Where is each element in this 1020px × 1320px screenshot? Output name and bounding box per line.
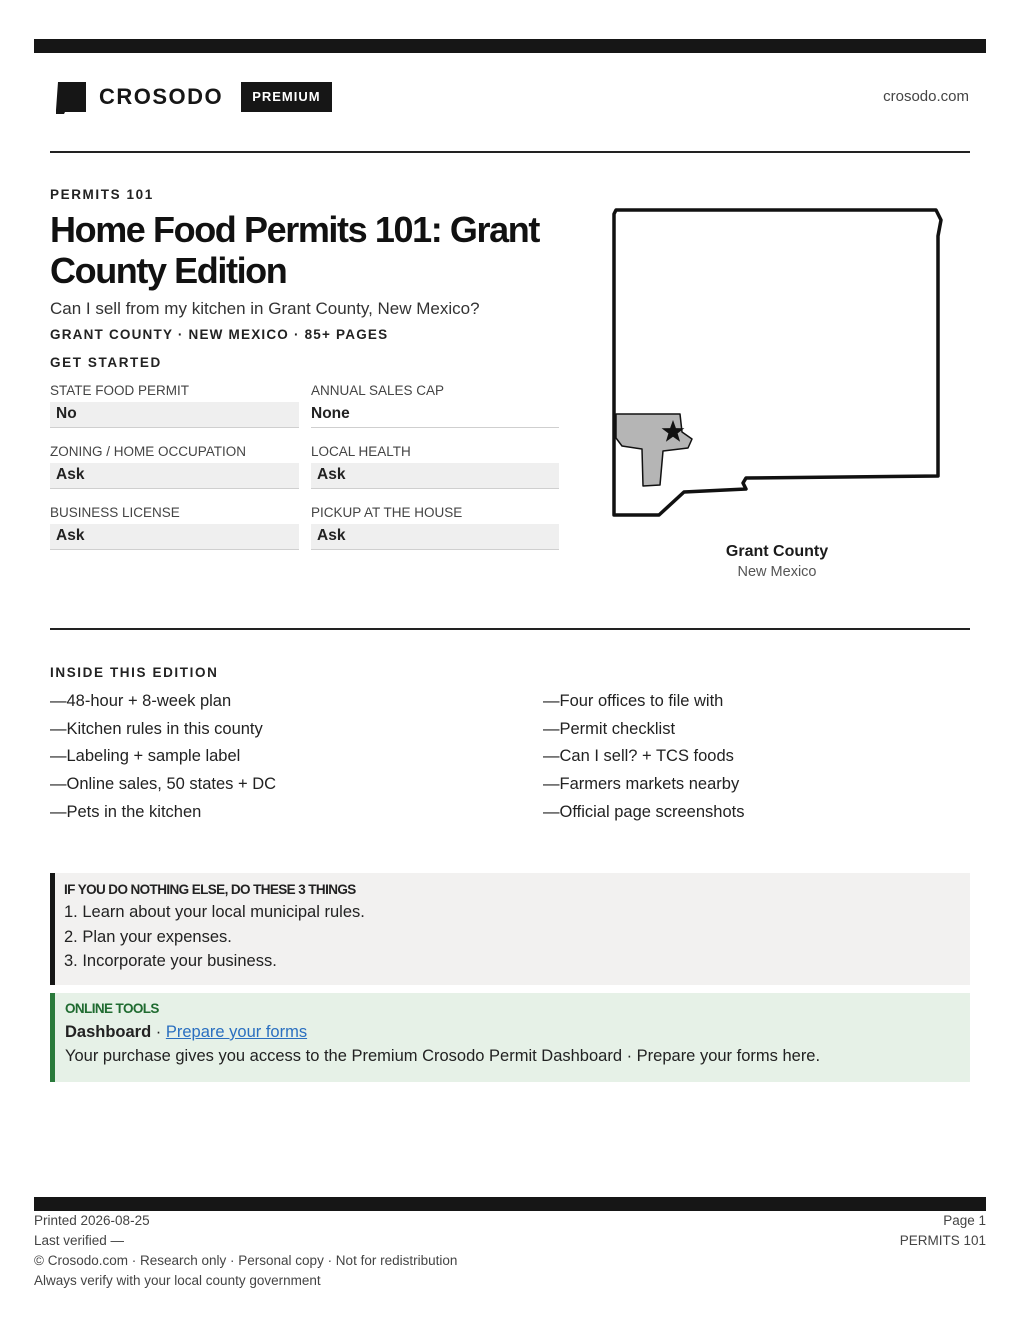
fact-zoning: [50, 441, 299, 502]
new-mexico-outline: [614, 210, 941, 515]
fact-pickup-at-house: [311, 502, 559, 563]
list-item: —Farmers markets nearby: [543, 775, 740, 794]
callout-heading: IF YOU DO NOTHING ELSE, DO THESE 3 THINGS: [64, 882, 356, 897]
map-state-label: New Mexico: [737, 564, 817, 580]
inside-list-right: [543, 692, 744, 830]
top-bar: [34, 39, 986, 53]
footer-bar: [34, 1197, 986, 1211]
footer-left: [34, 1213, 457, 1293]
fact-local-health: [311, 441, 559, 502]
prepare-forms-link[interactable]: Prepare your forms: [165, 1023, 308, 1041]
footer-right: [900, 1213, 986, 1253]
dashboard-label: Dashboard: [65, 1023, 152, 1041]
fact-label: LOCAL HEALTH: [311, 444, 411, 459]
list-item: 2. Plan your expenses.: [64, 927, 232, 946]
list-item: —Labeling + sample label: [50, 747, 241, 766]
list-item: —Permit checklist: [543, 719, 676, 738]
inside-list-left: [50, 692, 276, 830]
fact-value: Ask: [50, 524, 299, 550]
printed-date: Printed 2026-08-25: [34, 1213, 150, 1228]
fact-value: Ask: [311, 463, 559, 489]
separator: ·: [151, 1023, 166, 1041]
get-started-heading: GET STARTED: [50, 355, 162, 370]
list-item: —Can I sell? + TCS foods: [543, 747, 734, 766]
online-tools-callout: [50, 993, 970, 1082]
fact-label: BUSINESS LICENSE: [50, 505, 180, 520]
fact-annual-sales-cap: [311, 380, 559, 441]
section-eyebrow: PERMITS 101: [50, 187, 154, 202]
edition-meta: GRANT COUNTY · NEW MEXICO · 85+ PAGES: [50, 327, 389, 342]
fact-value: Ask: [311, 524, 559, 550]
tools-heading: ONLINE TOOLS: [65, 1001, 159, 1016]
list-item: —Pets in the kitchen: [50, 802, 202, 821]
fact-label: ZONING / HOME OCCUPATION: [50, 444, 247, 459]
new-mexico-logo-icon: [55, 81, 87, 114]
fact-business-license: [50, 502, 299, 563]
list-item: —Official page screenshots: [543, 802, 745, 821]
fact-label: STATE FOOD PERMIT: [50, 383, 190, 398]
list-item: 3. Incorporate your business.: [64, 952, 277, 970]
three-things-callout: [50, 873, 970, 985]
state-map: [610, 206, 945, 521]
facts-grid: [50, 380, 559, 563]
fact-label: ANNUAL SALES CAP: [311, 383, 445, 398]
page-subtitle: Can I sell from my kitchen in Grant County, New Mexico?: [50, 299, 480, 318]
fact-state-food-permit: [50, 380, 299, 441]
callout-list: [64, 903, 970, 977]
brand: [55, 80, 332, 114]
section-divider: [50, 628, 970, 630]
fact-value: No: [50, 402, 299, 428]
list-item: —Kitchen rules in this county: [50, 719, 263, 738]
fact-value: Ask: [50, 463, 299, 489]
disclaimer: Always verify with your local county government: [34, 1273, 321, 1288]
last-verified: Last verified —: [34, 1233, 125, 1248]
page-title: Home Food Permits 101: Grant County Edition: [50, 209, 539, 291]
brand-name: CROSODO: [99, 84, 224, 109]
tools-line: [65, 1023, 970, 1042]
tools-description: Your purchase gives you access to the Premium Crosodo Permit Dashboard · Prepare your forms here.: [65, 1047, 821, 1065]
list-item: —Online sales, 50 states + DC: [50, 775, 277, 794]
inside-heading: INSIDE THIS EDITION: [50, 665, 219, 680]
page-number: Page 1: [943, 1213, 986, 1228]
site-url[interactable]: crosodo.com: [883, 88, 969, 105]
list-item: —Four offices to file with: [543, 692, 724, 710]
header-divider: [50, 151, 970, 153]
fact-label: PICKUP AT THE HOUSE: [311, 505, 463, 520]
list-item: —48-hour + 8-week plan: [50, 692, 232, 710]
list-item: 1. Learn about your local municipal rules.: [64, 903, 365, 921]
map-county-label: Grant County: [725, 543, 829, 560]
premium-badge: PREMIUM: [241, 82, 331, 112]
fact-value: None: [311, 402, 559, 428]
copyright: © Crosodo.com · Research only · Personal copy · Not for redistribution: [34, 1253, 458, 1268]
footer-section: PERMITS 101: [899, 1233, 986, 1248]
